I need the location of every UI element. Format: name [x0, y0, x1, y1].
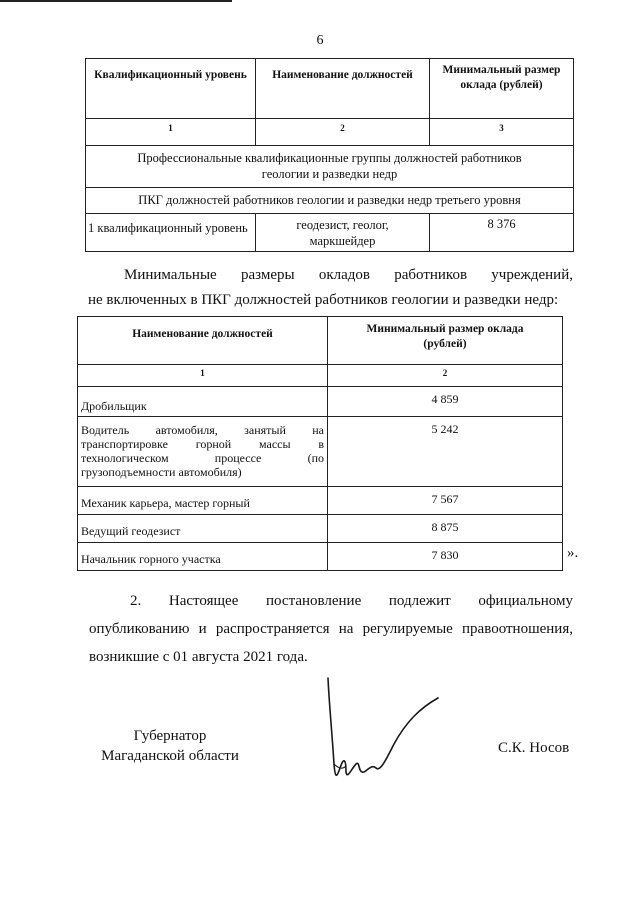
table-row-salary: 7 567	[328, 487, 563, 515]
paragraph-2-line-2: опубликованию и распространяется на регулируемые правоотношения,	[89, 621, 573, 637]
signatory-title	[95, 726, 245, 766]
signatory-title-line-1: Губернатор	[133, 728, 207, 744]
column-number: 3	[430, 119, 574, 146]
pkg-title: ПКГ должностей работников геологии и разведки недр третьего уровня	[86, 188, 574, 214]
column-number: 1	[78, 365, 328, 387]
group-title: Профессиональные квалификационные группы должностей работников геологии и разведки недр	[86, 146, 574, 188]
row-positions: геодезист, геолог, маркшейдер	[256, 214, 430, 252]
qualification-table	[85, 58, 574, 252]
table-row-name: Водитель автомобиля, занятый на транспортировке горной массы в технологическом процессе (по грузоподъемности автомобиля)	[78, 417, 328, 487]
column-number: 2	[328, 365, 563, 387]
paragraph-1-line-2: не включенных в ПКГ должностей работников геологии и разведки недр:	[88, 292, 559, 308]
header-min-salary: Минимальный размер оклада (рублей)	[430, 59, 574, 119]
page-number: 6	[316, 33, 324, 48]
table-row-name: Начальник горного участка	[78, 543, 328, 571]
header-position-names: Наименование должностей	[256, 59, 430, 119]
handwritten-signature	[320, 672, 450, 792]
header-qualification-level: Квалификационный уровень	[86, 59, 256, 119]
column-number: 2	[256, 119, 430, 146]
table-row-name: Дробильщик	[78, 387, 328, 417]
paragraph-2-line-1: 2. Настоящее постановление подлежит официальному	[130, 593, 573, 609]
column-number: 1	[86, 119, 256, 146]
table-row-salary: 5 242	[328, 417, 563, 487]
top-rule	[0, 0, 232, 2]
row-salary: 8 376	[430, 214, 574, 252]
table-row-name: Механик карьера, мастер горный	[78, 487, 328, 515]
header-min-salary: Минимальный размер оклада (рублей)	[328, 317, 563, 365]
table-row-salary: 7 830	[328, 543, 563, 571]
row-level: 1 квалификационный уровень	[86, 214, 256, 252]
paragraph-2-line-3: возникшие с 01 августа 2021 года.	[89, 649, 308, 665]
table-row-salary: 4 859	[328, 387, 563, 417]
table-row-name: Ведущий геодезист	[78, 515, 328, 543]
header-position-names: Наименование должностей	[78, 317, 328, 365]
signatory-name: С.К. Носов	[498, 740, 570, 756]
signatory-title-line-2: Магаданской области	[101, 748, 239, 764]
table-row-salary: 8 875	[328, 515, 563, 543]
positions-table	[77, 316, 563, 571]
closing-quote: ».	[567, 545, 579, 561]
paragraph-1-line-1: Минимальные размеры окладов работников учреждений,	[124, 267, 573, 283]
